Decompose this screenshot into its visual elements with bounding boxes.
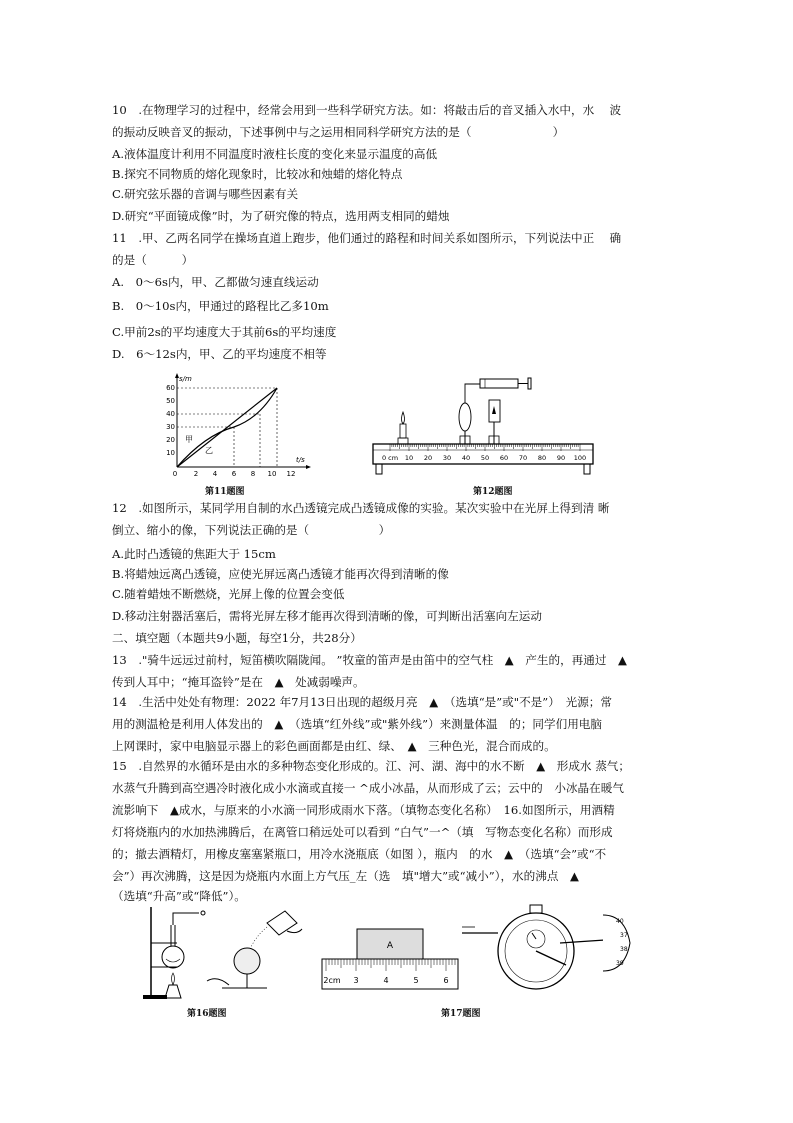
- y-tick: 10: [166, 449, 175, 457]
- figure-16-boiling-flask: [137, 903, 307, 1003]
- text-line: 会”）再次沸腾，这是因为烧瓶内水面上方气压_左（选 填"增大”或“减小”），水的沸点 ▲: [112, 869, 579, 883]
- text-line: C.甲前2s的平均速度大于其前6s的平均速度: [112, 325, 337, 339]
- syringe: [480, 379, 518, 388]
- text-line: 10 .在物理学习的过程中，经常会用到一些科学研究方法。如：将敲击后的音叉插入水中，水 波: [112, 103, 622, 117]
- text-line: A. 0～6s内，甲、乙都做匀速直线运动: [112, 275, 319, 289]
- text-line: C.研究弦乐器的音调与哪些因素有关: [112, 187, 299, 201]
- scale-label: 10: [404, 454, 414, 462]
- x-tick: 8: [250, 470, 256, 478]
- text-line: 二、填空题（本题共9小题，每空1分，共28分）: [112, 631, 362, 645]
- text-line: 用的测温枪是利用人体发出的 ▲ （选填“红外线”或"紫外线”）来测量体温 的；同学们用电脑: [112, 717, 602, 731]
- ruler: [322, 959, 458, 989]
- text-line: 灯将烧瓶内的水加热沸腾后，在离管口稍远处可以看到 “白气”一^（填 写物态变化名称）而形成: [112, 825, 613, 839]
- text-line: D. 6～12s内，甲、乙的平均速度不相等: [112, 347, 327, 361]
- text-line: C.随着蜡烛不断燃烧，光屏上像的位置会变低: [112, 587, 345, 601]
- scale-label: 20: [423, 454, 433, 462]
- y-tick: 20: [166, 436, 175, 444]
- text-line: B.探究不同物质的熔化现象时，比较冰和烛蜡的熔化特点: [112, 167, 403, 181]
- ruler-label: 2cm: [323, 976, 341, 985]
- beaker: [267, 911, 297, 935]
- x-tick: 6: [231, 470, 237, 478]
- scale-label: 100: [573, 454, 587, 462]
- scale-label: 50: [480, 454, 490, 462]
- thermo-label: 37: [620, 932, 628, 939]
- text-line: D.研究“平面镜成像”时，为了研究像的特点，选用两支相同的蜡烛: [112, 209, 450, 223]
- figure-11-graph: [165, 370, 315, 480]
- ruler-label: 4: [383, 976, 389, 985]
- flask-2: [234, 948, 260, 974]
- y-tick: 40: [166, 410, 175, 418]
- scale-label: 40: [461, 454, 471, 462]
- caption-16: 第16题图: [187, 1009, 227, 1019]
- x-tick: 10: [267, 470, 277, 478]
- text-line: B.将蜡烛远离凸透镜，应使光屏远离凸透镜才能再次得到清晰的像: [112, 567, 449, 581]
- text-line: 倒立、缩小的像，下列说法正确的是（ ）: [112, 523, 391, 537]
- text-line: 的振动反映音叉的振动，下述事例中与之运用相同科学研究方法的是（ ）: [112, 125, 565, 139]
- scale-label: 70: [518, 454, 528, 462]
- caption-12: 第12题图: [473, 487, 513, 497]
- alcohol-lamp: [165, 985, 181, 998]
- text-line: 13 ."骑牛远远过前村，短笛横吹隔陇闻。 ”牧童的笛声是由笛中的空气柱 ▲ 产生的，再通过 ▲: [112, 653, 627, 667]
- text-line: 水蒸气升腾到高空遇冷时液化成小水滴或直接一 ^成小冰晶，从而形成了云；云中的 小冰晶在暖气: [112, 781, 624, 795]
- y-tick: 50: [166, 397, 175, 405]
- text-line: （选填“升高”或“降低”）。: [112, 889, 246, 903]
- text-line: D.移动注射器活塞后，需将光屏左移才能再次得到清晰的像，可判断出活塞向左运动: [112, 609, 542, 623]
- x-tick: 0: [172, 470, 178, 478]
- text-line: B. 0～10s内，甲通过的路程比乙多10m: [112, 299, 329, 313]
- scale-label: 90: [556, 454, 566, 462]
- figure-12-optical-bench: [370, 374, 600, 476]
- text-line: 的；撤去酒精灯，用橡皮塞塞紧瓶口，用冷水浇瓶底（如图 ），瓶内 的水 ▲ （选填“会”或“不: [112, 847, 607, 861]
- text-line: A.此时凸透镜的焦距大于 15cm: [112, 547, 276, 561]
- ruler-label: 6: [443, 976, 449, 985]
- thermo-label: 40: [616, 918, 624, 925]
- caption-11: 第11题图: [205, 487, 245, 497]
- flask-1: [162, 946, 184, 968]
- ruler-label: 3: [353, 976, 359, 985]
- yi-line: [177, 388, 277, 467]
- scale-label: 0 cm: [381, 454, 399, 462]
- caption-17: 第17题图: [441, 1009, 481, 1019]
- text-line: 上网课时，家中电脑显示器上的彩色画面都是由红、绿、 ▲ 三种色光，混合而成的。: [112, 739, 556, 753]
- y-tick: 30: [166, 423, 175, 431]
- water-lens: [459, 403, 471, 431]
- thermo-label: 38: [620, 946, 628, 953]
- scale-label: 30: [442, 454, 452, 462]
- candle: [400, 424, 406, 438]
- text-line: 11 .甲、乙两名同学在操场直道上跑步，他们通过的路程和时间关系如图所示，下列说法中正 确: [112, 231, 622, 245]
- text-line: 传到人耳中；“掩耳盗铃”是在 ▲ 处减弱噪声。: [112, 675, 365, 689]
- ruler-label: 5: [413, 976, 419, 985]
- text-line: 12 .如图所示，某同学用自制的水凸透镜完成凸透镜成像的实验。某次实验中在光屏上得到清 晰: [112, 501, 610, 515]
- label-jia: 甲: [185, 435, 193, 444]
- x-tick: 2: [193, 470, 199, 478]
- text-line: 的是（ ）: [112, 253, 194, 267]
- text-line: 14 .生活中处处有物理：2022 年7月13日出现的超级月亮 ▲ （选填“是”或"不是”） 光源；常: [112, 695, 612, 709]
- label-yi: 乙: [205, 446, 213, 455]
- x-axis-label: t/s: [296, 456, 305, 464]
- scale-label: 60: [499, 454, 509, 462]
- text-line: 15 .自然界的水循环是由水的多种物态变化形成的。江、河、湖、海中的水不断 ▲ 形成水 蒸气；: [112, 759, 630, 773]
- x-tick: 4: [212, 470, 218, 478]
- text-line: 流影响下 ▲成水，与原来的小水滴一同形成雨水下落。（填物态变化名称） 16.如图所示，用酒精: [112, 803, 615, 817]
- x-tick: 12: [286, 470, 296, 478]
- text-line: A.液体温度计利用不同温度时液柱长度的变化来显示温度的高低: [112, 147, 438, 161]
- thermo-label: 39: [616, 960, 624, 967]
- y-tick: 60: [166, 384, 175, 392]
- figure-17-measurements: [320, 903, 640, 1003]
- block-a-label: A: [386, 941, 394, 951]
- y-axis-label: s/m: [179, 375, 192, 383]
- scale-label: 80: [537, 454, 547, 462]
- candle-flame: [402, 412, 405, 424]
